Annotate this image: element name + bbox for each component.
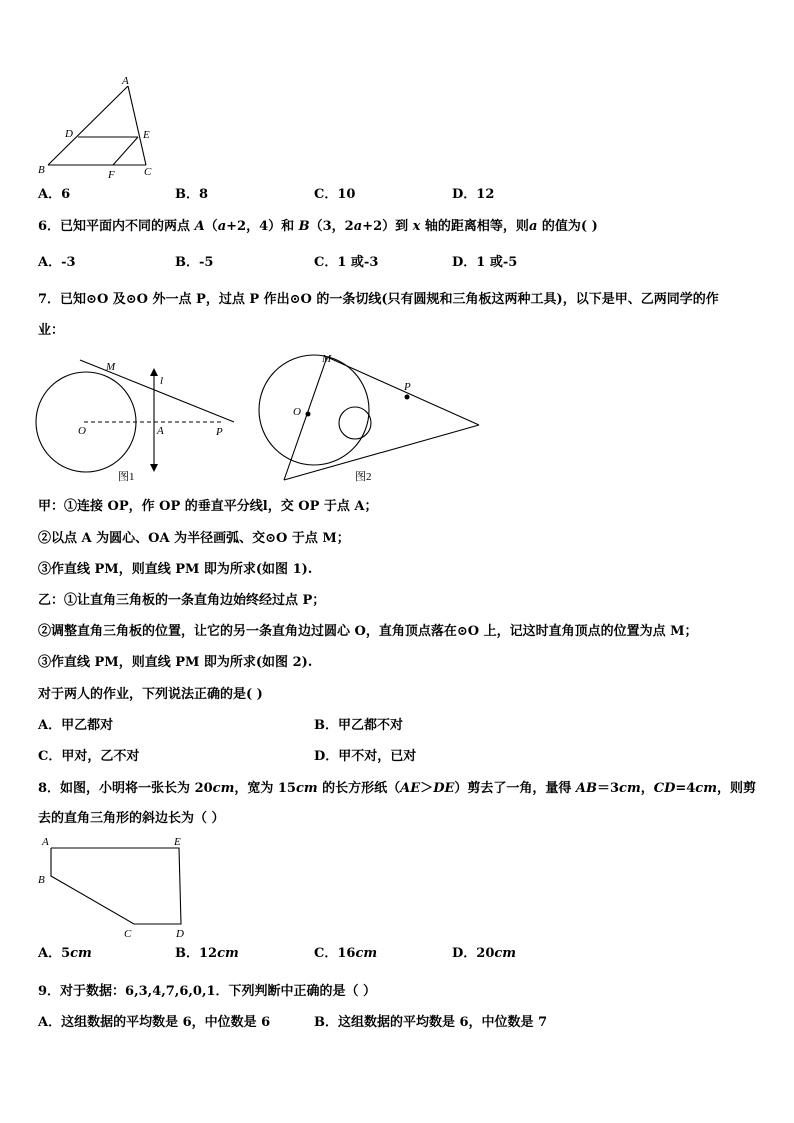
q8-option-c-unit: cm [355,946,378,961]
q8-option-c-value: C．16 [314,946,356,961]
q6-var-x: x [412,219,421,234]
q6-text-6: 轴的距离相等，则 [420,219,529,234]
q7-fig1-label-P: P [216,426,223,438]
q7-option-a[interactable]: A．甲乙都对 [38,718,114,733]
q7-option-b[interactable]: B．甲乙都不对 [314,718,403,733]
q7-fig1-label-O: O [78,425,86,437]
q8-option-a-value: A．5 [38,946,71,961]
q7-figure-1 [36,358,246,486]
q5-option-b[interactable]: B．8 [175,187,209,202]
q9-stem: 9．对于数据：6,3,4,7,6,0,1．下列判断中正确的是（ ） [38,984,377,999]
q5-label-D: D [65,128,73,140]
q6-text-2: （ [204,219,218,234]
q8-option-a[interactable] [38,945,92,963]
q8-text-c: 的长方形纸（ [317,781,401,796]
q6-var-a-1: a [217,219,227,234]
q6-point-b: B [298,219,310,234]
q8-unit-cm-2: cm [295,781,318,796]
q6-var-a-2: a [353,219,363,234]
q6-stem [38,218,598,236]
q8-text-g: =4 [675,781,696,796]
q8-label-C: C [124,928,132,940]
q7-stem-line-1: 7．已知⊙O 及⊙O 外一点 P，过点 P 作出⊙O 的一条切线(只有圆规和三角板这两种工具)，以下是甲、乙两同学的作 [38,292,719,307]
q8-option-c[interactable] [314,945,377,963]
q7-fig1-label-M: M [106,361,116,373]
q8-seg-ab: AB [575,781,597,796]
q6-option-a[interactable]: A．-3 [38,255,76,270]
q6-text-3: +2，4）和 [226,219,299,234]
q7-jia-step-3: ③作直线 PM，则直线 PM 即为所求(如图 1). [38,562,313,577]
q8-label-E: E [174,836,181,848]
q8-stem-line-1 [38,780,756,798]
q6-text-7: 的值为( ) [537,219,598,234]
q9-option-b[interactable]: B．这组数据的平均数是 6，中位数是 7 [314,1015,548,1030]
q8-unit-cm-4: cm [695,781,717,796]
q8-option-d-value: D．20 [452,946,495,961]
q7-yi-step-1: 乙：①让直角三角板的一条直角边始终经过点 P； [38,593,326,608]
q8-option-a-unit: cm [70,946,92,961]
q9-option-a[interactable]: A．这组数据的平均数是 6，中位数是 6 [38,1015,271,1030]
q8-option-d[interactable] [452,945,516,963]
q8-label-D: D [176,928,184,940]
q5-label-E: E [143,129,150,141]
q7-fig1-label-l: l [160,375,164,387]
q7-yi-step-3: ③作直线 PM，则直线 PM 即为所求(如图 2). [38,655,313,670]
q8-seg-de: DE [433,781,455,796]
q5-label-A: A [122,75,129,87]
q7-jia-step-1: 甲：①连接 OP，作 OP 的垂直平分线l，交 OP 于点 A； [38,499,378,514]
q7-option-c[interactable]: C．甲对，乙不对 [38,749,140,764]
q8-text-e: ＝3 [596,781,620,796]
q8-text-a: 8．如图，小明将一张长为 20 [38,781,213,796]
q5-option-c[interactable]: C．10 [314,187,356,202]
q8-gt: ＞ [420,781,434,796]
q7-figure-2 [256,348,486,486]
q8-text-b: ，宽为 15 [234,781,296,796]
q6-text-1: 已知平面内不同的两点 [60,219,195,234]
q5-label-B: B [38,164,45,176]
q8-text-h: ，则剪 [716,781,756,796]
q6-var-a-3: a [528,219,538,234]
q8-option-b-unit: cm [217,946,239,961]
q8-option-b[interactable] [175,945,239,963]
q8-unit-cm-1: cm [212,781,235,796]
q7-fig2-label-O: O [293,406,301,418]
q7-fig2-label-M: M [322,353,332,365]
q6-option-c[interactable]: C．1 或-3 [314,255,379,270]
q8-unit-cm-3: cm [619,781,641,796]
q7-fig2-label-P: P [404,381,411,393]
q7-option-d[interactable]: D．甲不对，已对 [314,749,417,764]
q8-seg-cd: CD [653,781,676,796]
q8-option-d-unit: cm [494,946,517,961]
q6-point-a: A [194,219,205,234]
q5-label-F: F [108,169,115,181]
q5-triangle-figure [36,76,166,182]
q6-option-d[interactable]: D．1 或-5 [452,255,518,270]
q8-label-B: B [38,874,45,886]
q7-fig1-label-A: A [157,425,164,437]
q6-number: 6． [38,219,61,234]
q8-figure [36,833,196,945]
q7-fig2-caption: 图2 [355,471,372,483]
q8-seg-ae: AE [400,781,421,796]
q5-option-d[interactable]: D．12 [452,187,495,202]
q8-label-A: A [42,836,49,848]
q5-option-a[interactable]: A．6 [38,187,71,202]
q8-option-b-value: B．12 [175,946,218,961]
q8-text-d: ）剪去了一角，量得 [454,781,576,796]
q7-stem-line-2: 业： [38,323,65,338]
q6-text-5: +2）到 [362,219,413,234]
q8-text-f: ， [640,781,654,796]
q5-label-C: C [144,166,152,178]
q6-option-b[interactable]: B．-5 [175,255,214,270]
q7-fig1-caption: 图1 [118,471,135,483]
q8-stem-line-2: 去的直角三角形的斜边长为（ ） [38,811,225,826]
q7-jia-step-2: ②以点 A 为圆心、OA 为半径画弧、交⊙O 于点 M； [38,531,350,546]
q7-question: 对于两人的作业，下列说法正确的是( ) [38,687,263,702]
q6-text-4: （3，2 [309,219,354,234]
q7-yi-step-2: ②调整直角三角板的位置，让它的另一条直角边过圆心 O，直角顶点落在⊙O 上，记这时直角顶点的位置为点 M； [38,624,698,639]
